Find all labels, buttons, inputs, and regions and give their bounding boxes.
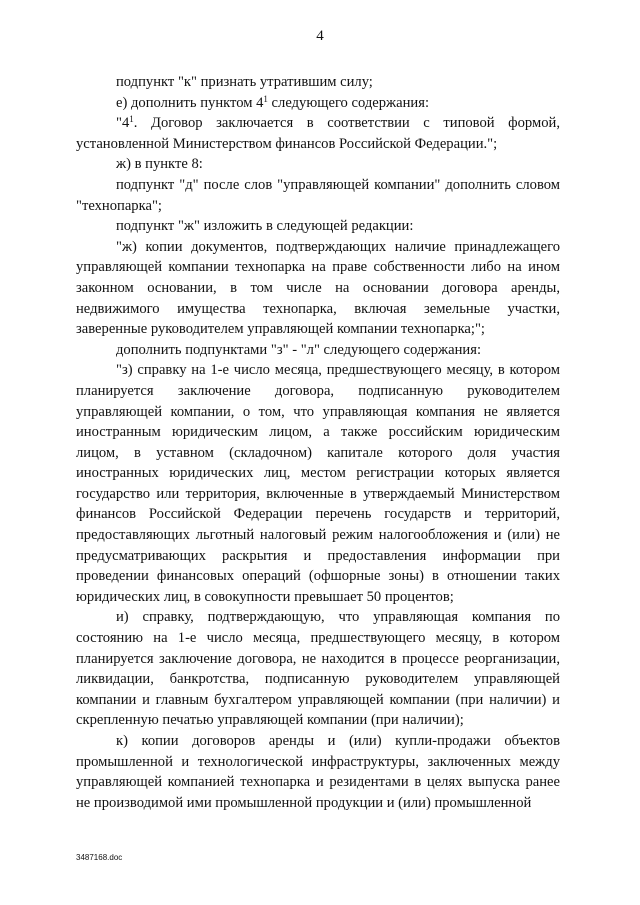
superscript: 1 [129, 114, 134, 125]
paragraph: дополнить подпунктами "з" - "л" следующего содержания: [116, 341, 482, 358]
document-file-code: 3487168.doc [76, 853, 123, 862]
page-number: 4 [316, 28, 324, 44]
paragraph [76, 93, 560, 114]
text-run: . Договор заключается в соответствии с типовой формой, установленной Министерством финансов Российской Федерации."; [76, 115, 560, 152]
paragraph: к) копии договоров аренды и (или) купли-продажи объектов промышленной и технологической инфраструктуры, заключенных между управляющей компанией технопарка и резидентами в целях выпуска ранее не производимой ими промышленной продукции и (или) промышленной [76, 733, 560, 811]
paragraph [76, 113, 560, 154]
paragraph: подпункт "д" после слов "управляющей компании" дополнить словом "технопарка"; [76, 176, 560, 214]
paragraph: "ж) копии документов, подтверждающих наличие принадлежащего управляющей компании технопарка на праве собственности либо на ином законном основании, в том числе на основании договора аренды, недвижимого имущества технопарка, включая земельные участки, заверенные руководителем управляющей компании технопарка;"; [76, 238, 560, 338]
paragraph: ж) в пункте 8: [116, 156, 203, 173]
superscript: 1 [263, 93, 268, 104]
text-run: "4 [116, 115, 130, 132]
document-body [76, 72, 560, 813]
paragraph: подпункт "к" признать утратившим силу; [116, 74, 373, 90]
text-run: следующего содержания: [267, 94, 430, 111]
paragraph: и) справку, подтверждающую, что управляющая компания по состоянию на 1-е число месяца, предшествующего месяцу, в котором планируется заключение договора, не находится в процессе реорганизации, ликвидации, банкротства, подписанную руководителем управляющей компании и главным бухгалтером управляющей компании (при наличии) и скрепленную печатью управляющей компании (при наличии); [76, 609, 560, 729]
text-run: е) дополнить пунктом 4 [116, 94, 264, 111]
paragraph: "з) справку на 1-е число месяца, предшествующего месяцу, в котором планируется заключение договора, подписанную руководителем управляющей компании, о том, что управляющая компания не является иностранным юридическим лицом, а также российским юридическим лицом, в уставном (складочном) капитале которого доля участия иностранных юридических лиц, местом регистрации которых является государство или территория, включенные в утверждаемый Министерством финансов Российской Федерации перечень государств и территорий, предоставляющих льготный налоговый режим налогообложения и (или) не предусматривающих раскрытия и предоставления информации при проведении финансовых операций (офшорные зоны) в отношении таких юридических лиц, в совокупности превышает 50 процентов; [76, 362, 560, 605]
paragraph: подпункт "ж" изложить в следующей редакции: [116, 218, 414, 235]
